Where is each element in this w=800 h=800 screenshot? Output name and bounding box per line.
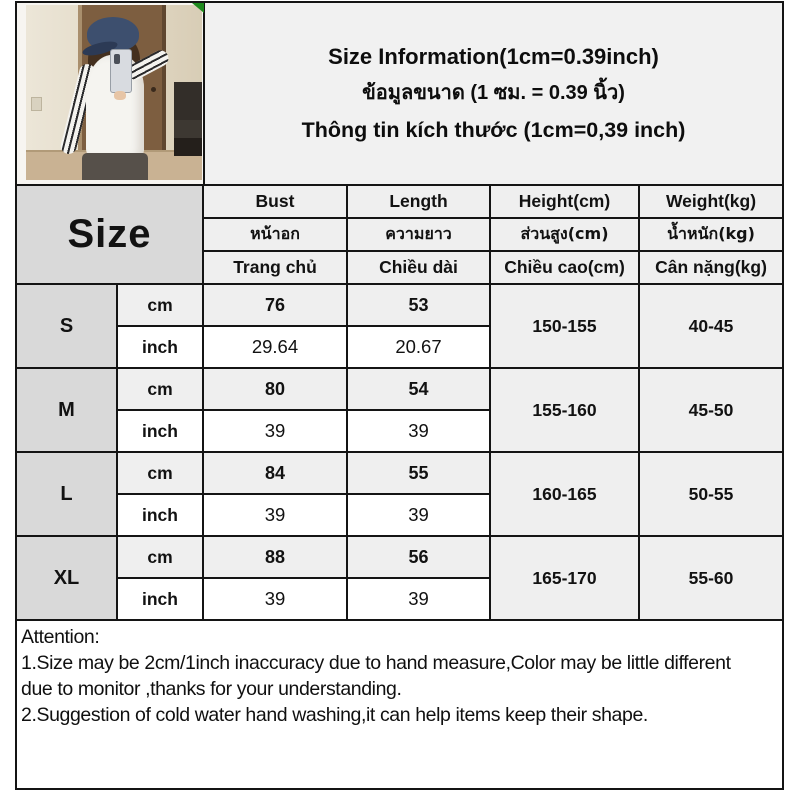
col-header-length-th: ความยาว xyxy=(348,219,489,250)
col-header-height-th: ส่วนสูง(cm) xyxy=(491,219,638,250)
product-photo xyxy=(17,3,203,184)
col-header-height-vi: Chiều cao(cm) xyxy=(491,252,638,283)
cell-s-height: 150-155 xyxy=(491,285,638,367)
attention-line-3: 2.Suggestion of cold water hand washing,it can help items keep their shape. xyxy=(21,704,648,726)
cell-m-bust-inch: 39 xyxy=(204,411,346,451)
size-table xyxy=(17,186,782,619)
top-section xyxy=(17,3,782,184)
cell-m-height: 155-160 xyxy=(491,369,638,451)
cell-xl-length-cm: 56 xyxy=(348,537,489,577)
photo-hand xyxy=(114,91,126,100)
cell-m-length-inch: 39 xyxy=(348,411,489,451)
cell-m-weight: 45-50 xyxy=(640,369,782,451)
cell-l-length-cm: 55 xyxy=(348,453,489,493)
row-l-size-label: L xyxy=(17,453,116,535)
row-s-unit-cm: cm xyxy=(118,285,202,325)
cell-s-bust-cm: 76 xyxy=(204,285,346,325)
cell-xl-height: 165-170 xyxy=(491,537,638,619)
row-xl-unit-cm: cm xyxy=(118,537,202,577)
row-m-unit-cm: cm xyxy=(118,369,202,409)
title-vietnamese: Thông tin kích thước (1cm=0,39 inch) xyxy=(301,118,686,142)
cell-s-bust-inch: 29.64 xyxy=(204,327,346,367)
row-xl-unit-inch: inch xyxy=(118,579,202,619)
size-chart-frame xyxy=(15,1,784,790)
col-header-length-vi: Chiều dài xyxy=(348,252,489,283)
title-block xyxy=(205,3,782,184)
photo-phone xyxy=(110,49,132,93)
photo-light-switch xyxy=(31,97,42,111)
row-l-unit-cm: cm xyxy=(118,453,202,493)
green-triangle-icon xyxy=(192,3,204,13)
cell-l-bust-inch: 39 xyxy=(204,495,346,535)
title-thai: ข้อมูลขนาด (1 ซม. = 0.39 นิ้ว) xyxy=(362,82,625,104)
cell-xl-bust-cm: 88 xyxy=(204,537,346,577)
cell-xl-weight: 55-60 xyxy=(640,537,782,619)
col-header-weight-en: Weight(kg) xyxy=(640,186,782,217)
row-m-size-label: M xyxy=(17,369,116,451)
row-l-unit-inch: inch xyxy=(118,495,202,535)
cell-xl-bust-inch: 39 xyxy=(204,579,346,619)
col-header-weight-th: น้ำหนัก(kg) xyxy=(640,219,782,250)
row-m-unit-inch: inch xyxy=(118,411,202,451)
col-header-bust-th: หน้าอก xyxy=(204,219,346,250)
col-header-weight-vi: Cân nặng(kg) xyxy=(640,252,782,283)
row-xl-size-label: XL xyxy=(17,537,116,619)
row-s-size-label: S xyxy=(17,285,116,367)
photo-wardrobe xyxy=(174,82,202,156)
cell-m-bust-cm: 80 xyxy=(204,369,346,409)
attention-line-2: due to monitor ,thanks for your understanding. xyxy=(21,678,402,700)
cell-l-length-inch: 39 xyxy=(348,495,489,535)
photo-scene xyxy=(26,5,202,180)
cell-s-length-cm: 53 xyxy=(348,285,489,325)
col-header-bust-vi: Trang chủ xyxy=(204,252,346,283)
attention-line-1: 1.Size may be 2cm/1inch inaccuracy due to hand measure,Color may be little different xyxy=(21,652,731,674)
cell-s-weight: 40-45 xyxy=(640,285,782,367)
cell-l-bust-cm: 84 xyxy=(204,453,346,493)
size-header-cell: Size xyxy=(17,186,202,283)
col-header-height-en: Height(cm) xyxy=(491,186,638,217)
photo-door-knob xyxy=(151,87,156,92)
attention-heading: Attention: xyxy=(21,626,100,648)
title-english: Size Information(1cm=0.39inch) xyxy=(328,44,659,69)
attention-note xyxy=(17,621,782,788)
photo-phone-camera xyxy=(114,54,120,64)
cell-l-height: 160-165 xyxy=(491,453,638,535)
col-header-bust-en: Bust xyxy=(204,186,346,217)
photo-skirt xyxy=(82,153,148,180)
cell-m-length-cm: 54 xyxy=(348,369,489,409)
col-header-length-en: Length xyxy=(348,186,489,217)
row-s-unit-inch: inch xyxy=(118,327,202,367)
cell-l-weight: 50-55 xyxy=(640,453,782,535)
cell-xl-length-inch: 39 xyxy=(348,579,489,619)
cell-s-length-inch: 20.67 xyxy=(348,327,489,367)
